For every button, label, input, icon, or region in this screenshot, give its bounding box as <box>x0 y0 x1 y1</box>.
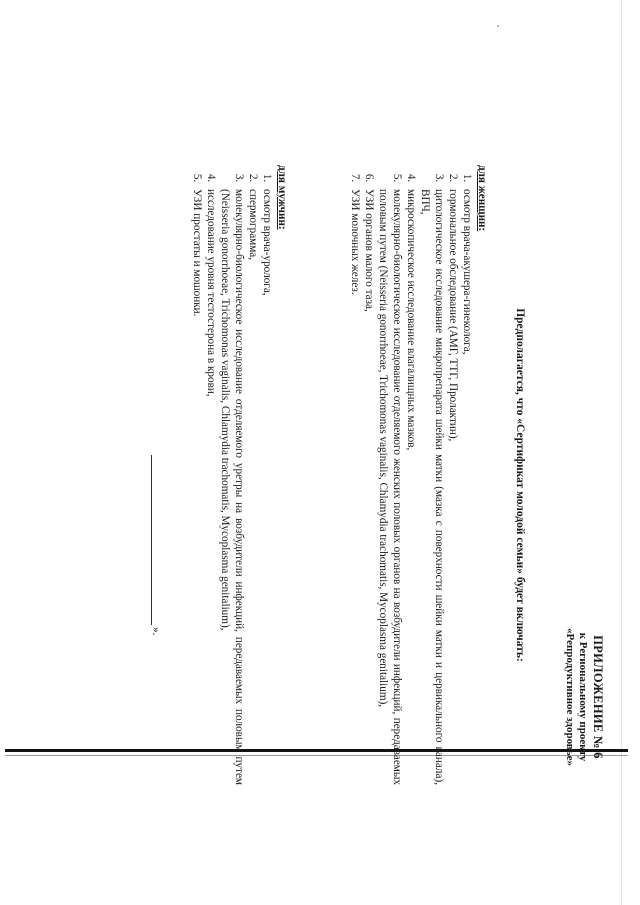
men-section <box>190 165 289 785</box>
list-item: 2. гормональное обследование (АМГ, ТТГ, Пролактин), <box>446 185 460 785</box>
appendix-title: ПРИЛОЖЕНИЕ № 6 <box>591 635 605 759</box>
signature-underline <box>151 455 152 625</box>
closing-signature-line <box>149 455 163 635</box>
men-list <box>190 165 274 785</box>
closing-quote: ». <box>150 627 162 636</box>
list-item: 4. исследование уровня тестостерона в крови, <box>204 185 218 785</box>
list-item: 6. УЗИ органов малого таза, <box>362 185 376 785</box>
list-item: 7. УЗИ молочных желез. <box>348 185 362 785</box>
list-item: 3. цитологическое исследование микропрепарата шейки матки (мазка с поверхности шейки матки и цервикального канала), ВПЧ, <box>418 185 446 785</box>
women-section <box>348 165 489 785</box>
list-item: 5. УЗИ простаты и мошонки. <box>190 185 204 785</box>
intro-statement: Предполагается, что «Сертификат молодой семьи» будет включать: <box>514 308 526 662</box>
list-item: 5. молекулярно-биологическое исследование отделяемого женских половых органов на возбудители инфекций, передаваемых половым путем (Neisseria gonorrhoeae, Trichomonas vaginalis, Chlamydia trachomatis, Mycoplasma genitalium), <box>376 185 404 785</box>
women-section-title: для женщин: <box>476 165 488 232</box>
list-item: 4. микроскопическое исследование влагалищных мазков, <box>404 185 418 785</box>
men-section-title: для мужчин: <box>276 165 288 230</box>
appendix-subtitle-line1: к Региональному проекту <box>577 632 589 762</box>
appendix-header <box>563 597 605 797</box>
list-item: 2. спермограмма, <box>246 185 260 785</box>
list-item: 1. осмотр врача-уролога, <box>260 185 274 785</box>
list-item: 1. осмотр врача-акушера-гинеколога, <box>460 185 474 785</box>
list-item: 3. молекулярно-биологическое исследование отделяемого уретры на возбудители инфекций, передаваемых половым путем (Neisseria gonorrhoeae, Trichomonas vaginalis, Chlamydia trachomatis, Mycoplasma genitalium), <box>218 185 246 785</box>
women-list <box>348 165 474 785</box>
rotated-document-page <box>135 165 605 805</box>
appendix-subtitle-line2: «Репродуктивное здоровье» <box>564 628 576 766</box>
